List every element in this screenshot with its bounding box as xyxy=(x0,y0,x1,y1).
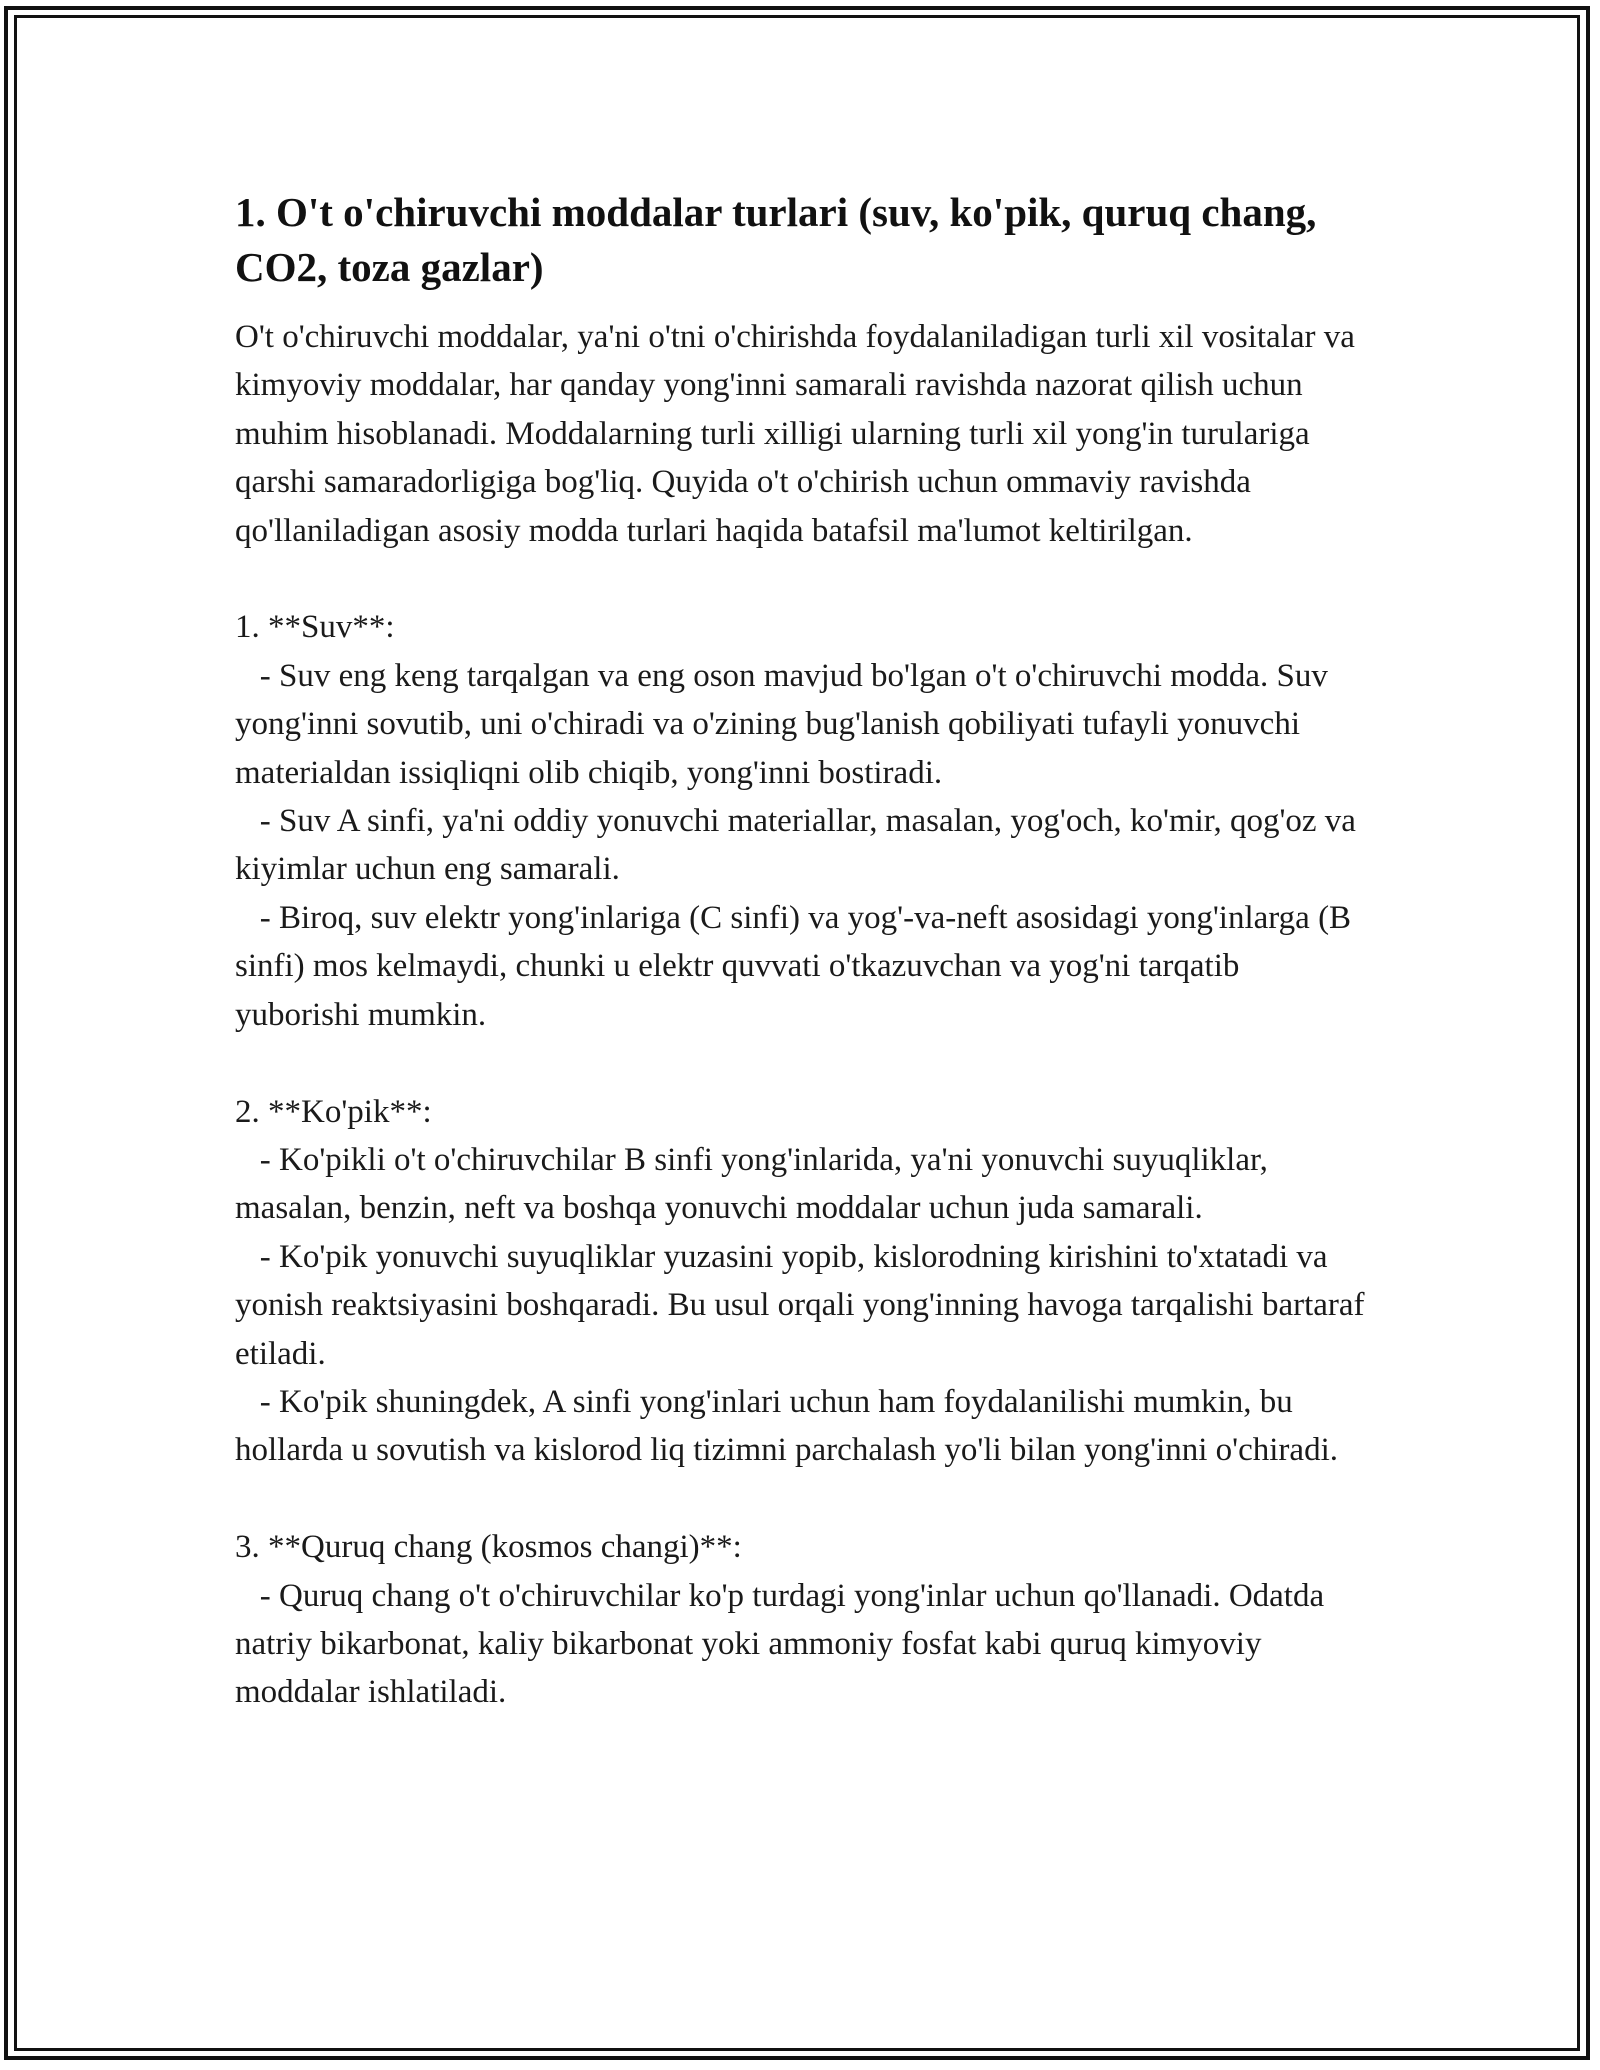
document-content xyxy=(235,185,1370,1717)
document-body: O't o'chiruvchi moddalar, ya'ni o'tni o'chirishda foydalaniladigan turli xil vositalar va kimyoviy moddalar, har qanday yong'inni samarali ravishda nazorat qilish uchun muhim hisoblanadi. Moddalarning turli xilligi ularning turli xil yong'in turulariga qarshi samaradorligiga bog'liq. Quyida o't o'chirish uchun ommaviy ravishda qo'llaniladigan asosiy modda turlari haqida batafsil ma'lumot keltirilgan. 1. **Suv**: - Suv eng keng tarqalgan va eng oson mavjud bo'lgan o't o'chiruvchi modda. Suv yong'inni sovutib, uni o'chiradi va o'zining bug'lanish qobiliyati tufayli yonuvchi materialdan issiqliqni olib chiqib, yong'inni bostiradi. - Suv A sinfi, ya'ni oddiy yonuvchi materiallar, masalan, yog'och, ko'mir, qog'oz va kiyimlar uchun eng samarali. - Biroq, suv elektr yong'inlariga (C sinfi) va yog'-va-neft asosidagi yong'inlarga (B sinfi) mos kelmaydi, chunki u elektr quvvati o'tkazuvchan va yog'ni tarqatib yuborishi mumkin. 2. **Ko'pik**: - Ko'pikli o't o'chiruvchilar B sinfi yong'inlarida, ya'ni yonuvchi suyuqliklar, masalan, benzin, neft va boshqa yonuvchi moddalar uchun juda samarali. - Ko'pik yonuvchi suyuqliklar yuzasini yopib, kislorodning kirishini to'xtatadi va yonish reaktsiyasini boshqaradi. Bu usul orqali yong'inning havoga tarqalishi bartaraf etiladi. - Ko'pik shuningdek, A sinfi yong'inlari uchun ham foydalanilishi mumkin, bu hollarda u sovutish va kislorod liq tizimni parchalash yo'li bilan yong'inni o'chiradi. 3. **Quruq chang (kosmos changi)**: - Quruq chang o't o'chiruvchilar ko'p turdagi yong'inlar uchun qo'llanadi. Odatda natriy bikarbonat, kaliy bikarbonat yoki ammoniy fosfat kabi quruq kimyoviy moddalar ishlatiladi. xyxy=(235,319,1365,1711)
document-title: 1. O't o'chiruvchi moddalar turlari (suv, ko'pik, quruq chang, CO2, toza gazlar) xyxy=(235,189,1317,290)
